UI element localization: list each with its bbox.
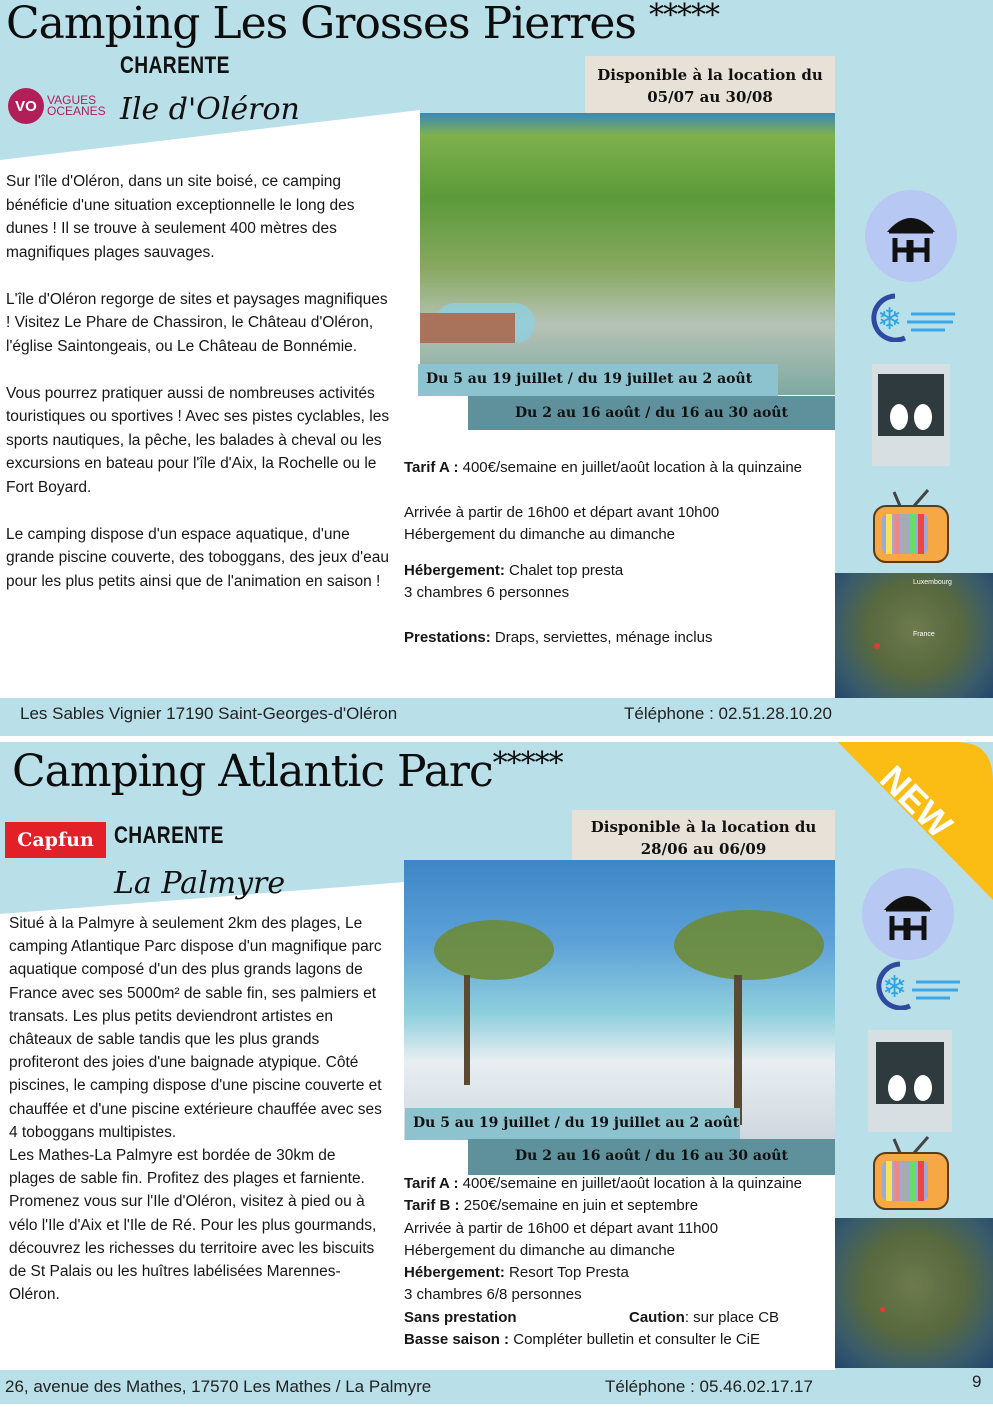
svg-text:❄: ❄ (882, 971, 908, 1004)
camping-title (6, 0, 719, 49)
prestation-caution-row (404, 1307, 824, 1329)
accessibility-icon (862, 868, 954, 960)
dishwasher-icon (872, 364, 950, 466)
location-script: Ile d'Oléron (120, 92, 300, 127)
date-band-july: Du 5 au 19 juillet / du 19 juillet au 2 août (405, 1108, 740, 1140)
campsite-aerial-photo (420, 113, 835, 395)
description-paragraph: Vous pourrez pratiquer aussi de nombreuses activités touristiques ou sportives ! Avec ses pistes cyclables, les sports nautiques, la pêche, les balades à cheval ou les excursions en bateau pour l'île d'Aix, la Rochelle ou le Fort Boyard. (6, 384, 390, 496)
title-text: Camping Les Grosses Pierres (6, 0, 637, 49)
availability-dates: 28/06 au 06/09 (640, 840, 767, 858)
palm-tree (434, 920, 554, 980)
rating-stars: ***** (492, 746, 563, 781)
phone: Téléphone : 05.46.02.17.17 (605, 1377, 813, 1396)
availability-box (585, 56, 835, 113)
brand-logo-vagues-oceanes (8, 88, 106, 124)
availability-line1: Disponible à la location du (590, 818, 817, 836)
map-pin-icon: ● (879, 1302, 887, 1316)
region-label: CHARENTE (114, 822, 224, 849)
stay-period: Hébergement du dimanche au dimanche (404, 1241, 676, 1259)
svg-text:NEW: NEW (872, 757, 961, 846)
tarif-b (404, 1195, 824, 1217)
rooms: 3 chambres 6/8 personnes (404, 1286, 582, 1304)
tarif-b-label: Tarif B : (404, 1197, 460, 1215)
air-conditioning-icon (865, 292, 957, 342)
caution-value: : sur place CB (684, 1308, 780, 1326)
basse-saison-label: Basse saison : (404, 1331, 510, 1349)
hebergement (404, 560, 824, 583)
date-band-august: Du 2 au 16 août / du 16 au 30 août (468, 396, 835, 430)
region-label: CHARENTE (120, 52, 230, 79)
caution (629, 1307, 779, 1329)
hebergement-value: Chalet top presta (504, 561, 624, 579)
description (9, 912, 384, 1306)
phone: Téléphone : 02.51.28.10.20 (624, 704, 832, 723)
dishwasher-icon (868, 1030, 952, 1132)
hebergement-label: Hébergement: (404, 561, 505, 579)
page-number: 9 (972, 1372, 982, 1391)
stay-period: Hébergement du dimanche au dimanche (404, 526, 676, 543)
date-band-august: Du 2 au 16 août / du 16 au 30 août (468, 1139, 835, 1175)
map-pin-icon: ● (873, 637, 882, 653)
television-icon (872, 1135, 950, 1217)
prestations-label: Prestations: (404, 628, 491, 646)
title-text: Camping Atlantic Parc (12, 746, 493, 797)
tarif-a-label: Tarif A : (404, 459, 459, 476)
basse-saison-value: Compléter bulletin et consulter le CiE (509, 1331, 761, 1349)
air-conditioning-icon (870, 960, 962, 1010)
hebergement-label: Hébergement: (404, 1264, 505, 1282)
prestations-value: Draps, serviettes, ménage inclus (490, 628, 713, 646)
svg-text:❄: ❄ (877, 303, 903, 336)
rating-stars: ***** (649, 0, 720, 33)
palm-trunk (464, 975, 470, 1085)
hebergement-value: Resort Top Presta (504, 1264, 629, 1282)
pricing-info (404, 457, 824, 649)
brand-logo-capfun: Capfun (5, 822, 106, 858)
television-icon (872, 488, 950, 570)
basse-saison (404, 1329, 824, 1351)
address: 26, avenue des Mathes, 17570 Les Mathes / La Palmyre (5, 1377, 432, 1396)
rooms: 3 chambres 6 personnes (404, 584, 570, 601)
location-map[interactable] (835, 1218, 993, 1368)
footer-bar (0, 698, 993, 736)
tarif-b-value: 250€/semaine en juin et septembre (459, 1197, 699, 1215)
brand-line2: OCEANES (47, 104, 106, 118)
building-roof (420, 313, 515, 343)
caution-label: Caution (629, 1308, 685, 1326)
map-label: Luxembourg (913, 579, 952, 586)
arrival-time: Arrivée à partir de 16h00 et départ avant 11h00 (404, 1219, 719, 1237)
brand-line1: VAGUES (47, 93, 97, 107)
accessibility-icon (865, 190, 957, 282)
location-map[interactable] (835, 573, 993, 698)
tarif-a (404, 1173, 824, 1195)
availability-line1: Disponible à la location du (597, 66, 823, 84)
prestations (404, 627, 824, 650)
map-label: France (913, 631, 935, 638)
lagoon-beach-photo (404, 860, 835, 1140)
palm-tree (674, 910, 824, 980)
description-paragraph: Sur l'île d'Oléron, dans un site boisé, ce camping bénéficie d'une situation exceptionnelle le long des dunes ! Il se trouve à seulement 400 mètres des magnifiques plages sauvages. (6, 173, 355, 261)
tarif-a-label: Tarif A : (404, 1175, 459, 1192)
description-paragraph: Les Mathes-La Palmyre est bordée de 30km de plages de sable fin. Profitez des plages et farniente. Promenez vous sur l'Ile d'Oléron, visitez à pied ou à vélo l'Ile d'Aix et l'Ile de Ré. Pour les plus gourmands, découvrez les richesses du territoire avec les biscuits de St Palais ou les huîtres labélisées Marennes-Oléron. (9, 1147, 377, 1304)
sans-prestation: Sans prestation (404, 1308, 517, 1326)
date-band-july: Du 5 au 19 juillet / du 19 juillet au 2 août (418, 364, 778, 396)
location-script: La Palmyre (114, 866, 286, 901)
tarif-a-value: 400€/semaine en juillet/août location à la quinzaine (458, 459, 803, 476)
hebergement (404, 1262, 824, 1284)
description-paragraph: Situé à la Palmyre à seulement 2km des plages, Le camping Atlantique Parc dispose d'un magnifique parc aquatique composé d'un des plus grands lagons de France avec ses 5000m² de sable fin, ses palmiers et transats. Les plus petits deviendront artistes en châteaux de sable tandis que les plus grands profiteront des joies d'une baignade atypique. Côté piscines, le camping dispose d'une piscine couverte et chauffée et d'une piscine extérieure chauffée avec ses 4 toboggans multipistes. (9, 915, 382, 1141)
availability-dates: 05/07 au 30/08 (647, 88, 773, 106)
pricing-info (404, 1173, 824, 1351)
address: Les Sables Vignier 17190 Saint-Georges-d'Oléron (20, 704, 398, 723)
arrival-time: Arrivée à partir de 16h00 et départ avant 10h00 (404, 503, 720, 521)
description (6, 170, 391, 617)
camping-title (12, 746, 563, 797)
tarif-a (404, 457, 824, 480)
description-paragraph: Le camping dispose d'un espace aquatique, d'une grande piscine couverte, des toboggans, des jeux d'eau pour les plus petits ainsi que de l'animation en saison ! (6, 525, 389, 590)
palm-trunk (734, 975, 742, 1125)
brand-logo-circle: VO (8, 88, 44, 124)
tarif-a-value: 400€/semaine en juillet/août location à la quinzaine (458, 1175, 803, 1192)
availability-box (572, 810, 835, 860)
description-paragraph: L'île d'Oléron regorge de sites et paysages magnifiques ! Visitez Le Phare de Chassiron, le Château d'Oléron, l'église Saintongeais, ou Le Château de Bonnémie. (6, 290, 388, 355)
footer-bar (0, 1370, 993, 1404)
